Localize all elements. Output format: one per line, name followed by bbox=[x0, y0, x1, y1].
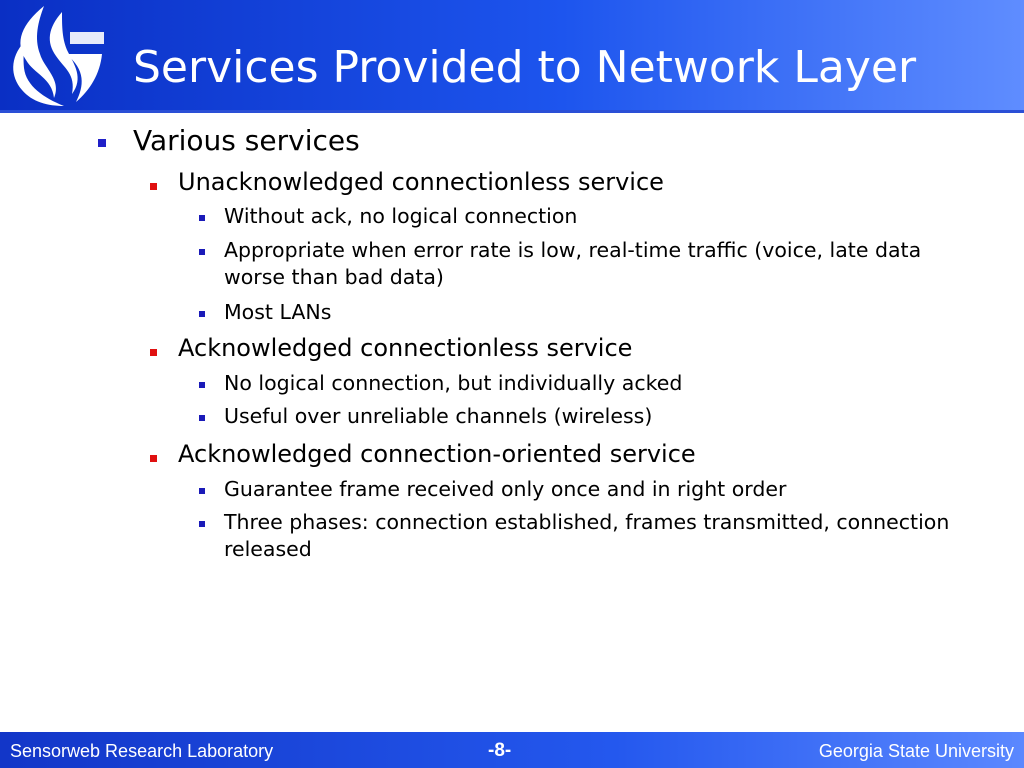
bullet-square-icon bbox=[150, 455, 157, 462]
slide-footer bbox=[0, 732, 1024, 768]
footer-university: Georgia State University bbox=[818, 741, 1014, 761]
footer-lab-name: Sensorweb Research Laboratory bbox=[10, 741, 274, 761]
bullet-square-icon bbox=[199, 382, 205, 388]
slide-title: Services Provided to Network Layer bbox=[133, 42, 917, 93]
bullet-square-icon bbox=[98, 139, 106, 147]
bullet-level3-text: Three phases: connection established, frames transmitted, connection released bbox=[224, 510, 950, 561]
bullet-level2-text: Acknowledged connection-oriented service bbox=[178, 440, 696, 468]
bullet-square-icon bbox=[199, 488, 205, 494]
bullet-level2-text: Acknowledged connectionless service bbox=[178, 334, 633, 362]
bullet-level3-text: Appropriate when error rate is low, real-time traffic (voice, late data worse than bad data) bbox=[224, 238, 922, 289]
bullet-level3-text: Without ack, no logical connection bbox=[224, 204, 578, 228]
bullet-level2-text: Unacknowledged connectionless service bbox=[178, 168, 664, 196]
page-number: -8- bbox=[488, 740, 512, 761]
bullet-square-icon bbox=[199, 249, 205, 255]
bullet-square-icon bbox=[150, 349, 157, 356]
bullet-square-icon bbox=[199, 311, 205, 317]
bullet-level1-text: Various services bbox=[133, 124, 360, 157]
bullet-level3-text: Most LANs bbox=[224, 300, 332, 324]
bullet-square-icon bbox=[150, 183, 157, 190]
bullet-square-icon bbox=[199, 215, 205, 221]
bullet-square-icon bbox=[199, 415, 205, 421]
bullet-level3-text: Useful over unreliable channels (wireless) bbox=[224, 404, 653, 428]
bullet-level3-text: Guarantee frame received only once and in right order bbox=[224, 477, 787, 501]
bullet-level3-text: No logical connection, but individually acked bbox=[224, 371, 683, 395]
bullet-square-icon bbox=[199, 521, 205, 527]
